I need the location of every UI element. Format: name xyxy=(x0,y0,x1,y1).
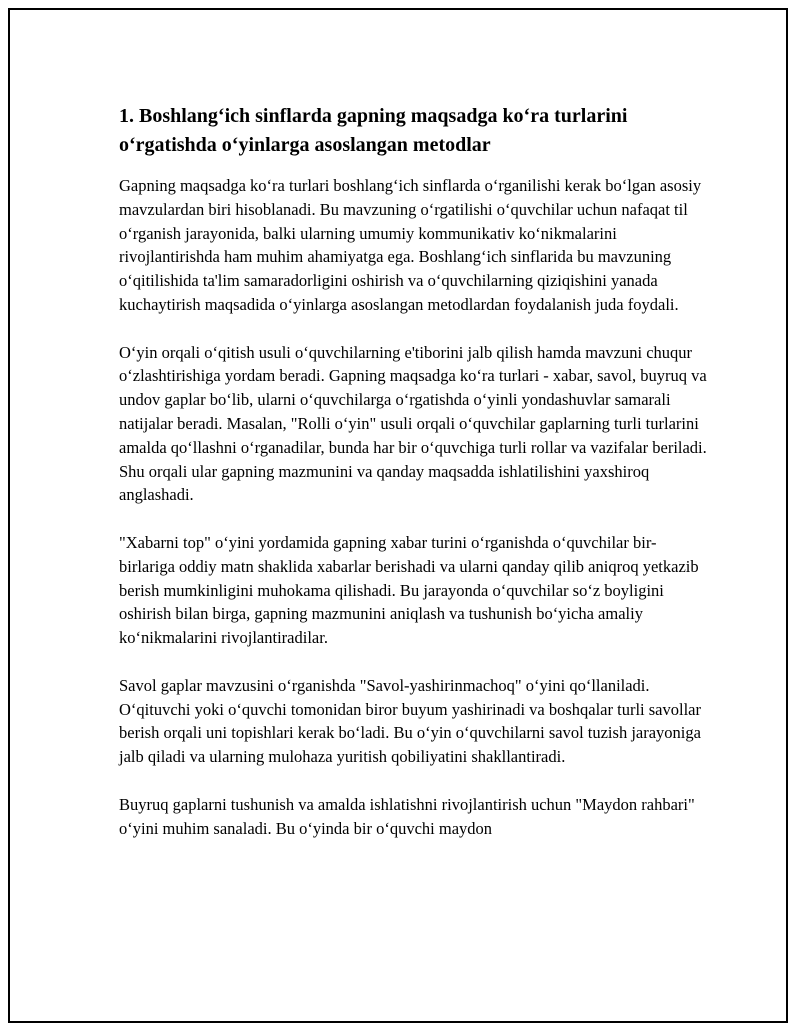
paragraph-role-play: O‘yin orqali o‘qitish usuli o‘quvchilarning e'tiborini jalb qilish hamda mavzuni chuqur o‘zlashtirishiga yordam beradi. Gapning maqsadga ko‘ra turlari - xabar, savol, buyruq va undov gaplar bo‘lib, ularni o‘quvchilarga o‘rgatishda o‘yinli yondashuvlar samarali natijalar beradi. Masalan, "Rolli o‘yin" usuli orqali o‘quvchilar gaplarning turli turlarini amalda qo‘llashni o‘rganadilar, bunda har bir o‘quvchiga turli rollar va vazifalar beriladi. Shu orqali ular gapning mazmunini va qanday maqsadda ishlatilishini yaxshiroq anglashadi. xyxy=(119,342,707,505)
paragraph-field-leader: Buyruq gaplarni tushunish va amalda ishlatishni rivojlantirish uchun "Maydon rahbari" o‘yini muhim sanaladi. Bu o‘yinda bir o‘quvchi maydon xyxy=(119,794,695,838)
page-frame xyxy=(8,8,788,1023)
section-heading: 1. Boshlang‘ich sinflarda gapning maqsadga ko‘ra turlarini o‘rgatishda o‘yinlarga asoslangan metodlar xyxy=(119,105,628,156)
paragraph-intro: Gapning maqsadga ko‘ra turlari boshlang‘ich sinflarda o‘rganilishi kerak bo‘lgan asosiy mavzulardan biri hisoblanadi. Bu mavzuning o‘rgatilishi o‘quvchilar uchun nafaqat til o‘rganish jarayonida, balki ularning umumiy kommunikativ ko‘nikmalarini rivojlantirishda ham muhim ahamiyatga ega. Boshlang‘ich sinflarida bu mavzuning o‘qitilishida ta'lim samaradorligini oshirish va o‘quvchilarning qiziqishini yanada kuchaytirish maqsadida o‘yinlarga asoslangan metodlardan foydalanish juda foydali. xyxy=(119,176,702,314)
document-body xyxy=(119,102,709,864)
paragraph-find-message: "Xabarni top" o‘yini yordamida gapning xabar turini o‘rganishda o‘quvchilar bir-birlariga oddiy matn shaklida xabarlar berishadi va ularni qanday qilib aniqroq yetkazib berish mumkinligini muhokama qilishadi. Bu jarayonda o‘quvchilar so‘z boyligini oshirish bilan birga, gapning mazmunini aniqlash va tushunish bo‘yicha amaliy ko‘nikmalarini rivojlantiradilar. xyxy=(119,532,699,648)
paragraph-question-game: Savol gaplar mavzusini o‘rganishda "Savol-yashirinmachoq" o‘yini qo‘llaniladi. O‘qituvchi yoki o‘quvchi tomonidan biror buyum yashirinadi va boshqalar turli savollar berish orqali uni topishlari kerak bo‘ladi. Bu o‘yin o‘quvchilarni savol tuzish jarayoniga jalb qiladi va ularning mulohaza yuritish qobiliyatini shakllantiradi. xyxy=(119,675,701,767)
